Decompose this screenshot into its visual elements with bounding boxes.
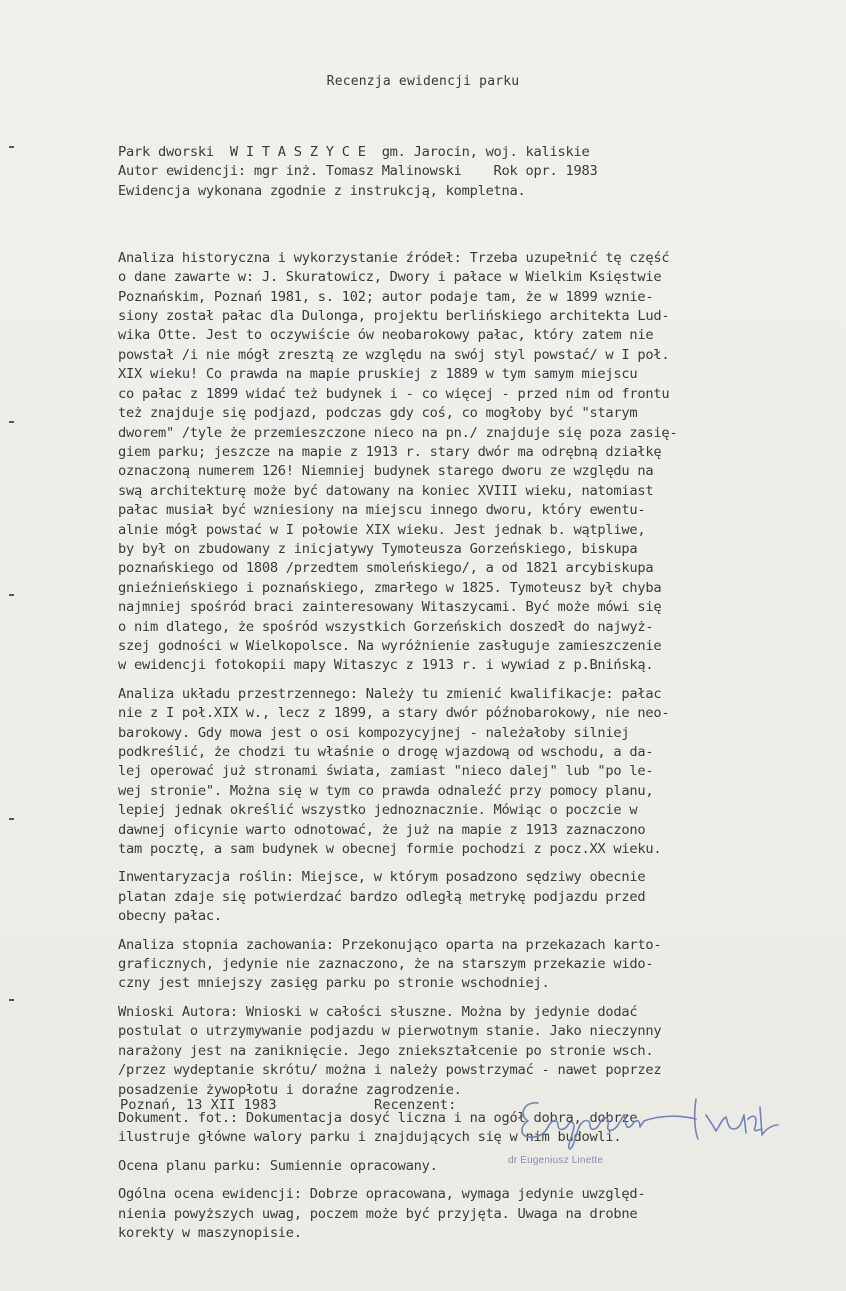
text-line: dawnej oficynie warto odnotować, że już na mapie z 1913 zaznaczono — [118, 821, 646, 838]
text-line: nienia powyższych uwag, poczem może być przyjęta. Uwaga na drobne — [118, 1205, 638, 1222]
text-line: obecny pałac. — [118, 908, 222, 925]
text-line: alnie mógł powstać w I połowie XIX wieku. Jest jednak b. wątpliwe, — [118, 521, 646, 538]
text-line: giem parku; jeszcze na mapie z 1913 r. stary dwór ma odrębną działkę — [118, 443, 662, 460]
text-line: gnieźnieńskiego i poznańskiego, zmarłego w 1825. Tymoteusz był chyba — [118, 579, 662, 596]
text-line: graficznych, jedynie nie zaznaczono, że na starszym przekazie wido- — [118, 956, 654, 973]
punch-mark — [9, 594, 14, 596]
punch-mark — [9, 421, 14, 423]
text-line: w ewidencji fotokopii mapy Witaszyc z 1913 r. i wywiad z p.Bnińską. — [118, 657, 654, 674]
punch-mark — [9, 146, 14, 148]
section-analiza-ukladu — [118, 685, 838, 860]
text-line: XIX wieku! Co prawda na mapie pruskiej z 1889 w tym samym miejscu — [118, 366, 638, 383]
handwritten-signature — [510, 1085, 800, 1155]
text-line: Poznańskim, Poznań 1981, s. 102; autor podaje tam, że w 1899 wznie- — [118, 288, 654, 305]
text-line: posadzenie żywopłotu i doraźne zagrodzenie. — [118, 1081, 462, 1098]
text-line: lej operować już stronami świata, zamiast "nieco dalej" lub "po le- — [118, 763, 654, 780]
text-line: o nim dlatego, że spośród wszystkich Gorzeńskich doszedł do najwyż- — [118, 618, 654, 635]
section-analiza-historyczna — [118, 249, 838, 676]
text-line: tam pocztę, a sam budynek w obecnej formie pochodzi z pocz.XX wieku. — [118, 841, 662, 858]
text-line: narażony jest na zaniknięcie. Jego zniekształcenie po stronie wsch. — [118, 1042, 654, 1059]
text-line: podkreślić, że chodzi tu właśnie o drogę wjazdową od wschodu, a da- — [118, 744, 654, 760]
text-line: lepiej jednak określić wszystko jednoznacznie. Mówiąc o poczcie w — [118, 802, 638, 819]
section-analiza-stopnia-zachowania — [118, 936, 838, 994]
text-line: Inwentaryzacja roślin: Miejsce, w którym posadzono sędziwy obecnie — [118, 869, 646, 886]
text-line: Analiza historyczna i wykorzystanie źródeł: Trzeba uzupełnić tę część — [118, 249, 670, 266]
text-line: o dane zawarte w: J. Skuratowicz, Dwory i pałace w Wielkim Księstwie — [118, 269, 662, 286]
text-line: Ogólna ocena ewidencji: Dobrze opracowana, wymaga jedynie uwzględ- — [118, 1186, 646, 1203]
text-line: Ocena planu parku: Sumiennie opracowany. — [118, 1157, 438, 1174]
text-line: Dokument. fot.: Dokumentacja dosyć liczna i na ogół dobra, dobrze — [118, 1109, 638, 1126]
text-line: swą architekturę może być datowany na koniec XVIII wieku, natomiast — [118, 482, 654, 499]
reviewer-label: Recenzent: — [374, 1097, 457, 1113]
header-line: Autor ewidencji: mgr inż. Tomasz Malinowski Rok opr. 1983 — [118, 163, 598, 180]
text-line: dworem" /tyle że przemieszczone nieco na pn./ znajduje się poza zasię- — [118, 424, 678, 441]
text-line: by był on zbudowany z inicjatywy Tymoteusza Gorzeńskiego, biskupa — [118, 540, 638, 557]
punch-mark — [9, 818, 14, 820]
section-ogolna-ocena — [118, 1185, 838, 1243]
header-block — [118, 143, 838, 201]
text-line: postulat o utrzymywanie podjazdu w pierwotnym stanie. Jako nieczynny — [118, 1023, 662, 1040]
text-line: szej godności w Wielkopolsce. Na wyróżnienie zasługuje zamieszczenie — [118, 637, 662, 654]
text-line: nie z I poł.XIX w., lecz z 1899, a stary dwór późnobarokowy, nie neo- — [118, 705, 670, 722]
text-line: powstał /i nie mógł zresztą ze względu na swój styl powstać/ w I poł. — [118, 346, 670, 363]
place-date: Poznań, 13 XII 1983 — [120, 1097, 277, 1113]
text-line: wej stronie". Można się w tym co prawda odnaleźć przy pomocy planu, — [118, 782, 654, 799]
header-line: Park dworski W I T A S Z Y C E gm. Jarocin, woj. kaliskie — [118, 143, 590, 160]
section-inwentaryzacja-roslin — [118, 868, 838, 926]
document-title: Recenzja ewidencji parku — [326, 74, 520, 89]
text-line: wika Otte. Jest to oczywiście ów neobarokowy pałac, który zatem nie — [118, 327, 654, 344]
text-line: poznańskiego od 1808 /przedtem smoleńskiego/, a od 1821 arcybiskupa — [118, 560, 654, 577]
text-line: ilustruje główne walory parku i znajdujących się w nim budowli. — [118, 1129, 622, 1146]
text-line: też znajduje się podjazd, podczas gdy coś, co mogłoby być "starym — [118, 405, 638, 422]
text-line: /przez wydeptanie skrótu/ można i należy powstrzymać - nawet poprzez — [118, 1062, 662, 1079]
text-line: pałac musiał być wzniesiony na miejscu innego dworu, który ewentu- — [118, 502, 646, 519]
text-line: platan zdaje się potwierdzać bardzo odległą metrykę podjazdu przed — [118, 888, 646, 905]
text-line: oznaczoną numerem 126! Niemniej budynek starego dworu ze względu na — [118, 463, 654, 480]
text-line: Analiza układu przestrzennego: Należy tu zmienić kwalifikacje: pałac — [118, 685, 662, 702]
punch-mark — [9, 999, 14, 1001]
text-line: Wnioski Autora: Wnioski w całości słuszne. Można by jedynie dodać — [118, 1003, 638, 1020]
text-line: Analiza stopnia zachowania: Przekonująco oparta na przekazach karto- — [118, 936, 662, 953]
text-line: czny jest mniejszy zasięg parku po stronie wschodniej. — [118, 975, 550, 992]
text-line: korekty w maszynopisie. — [118, 1224, 302, 1241]
text-line: barokowy. Gdy mowa jest o osi kompozycyjnej - należałoby silniej — [118, 724, 630, 741]
text-line: co pałac z 1899 widać też budynek i - co więcej - przed nim od frontu — [118, 385, 670, 402]
reviewer-stamp: dr Eugeniusz Linette — [508, 1155, 604, 1166]
header-line: Ewidencja wykonana zgodnie z instrukcją, kompletna. — [118, 182, 526, 199]
text-line: siony został pałac dla Dulonga, projektu berlińskiego architekta Lud- — [118, 308, 670, 325]
section-ocena-planu — [118, 1157, 838, 1176]
text-line: najmniej spośród braci zainteresowany Witaszycami. Być może mówi się — [118, 599, 662, 616]
